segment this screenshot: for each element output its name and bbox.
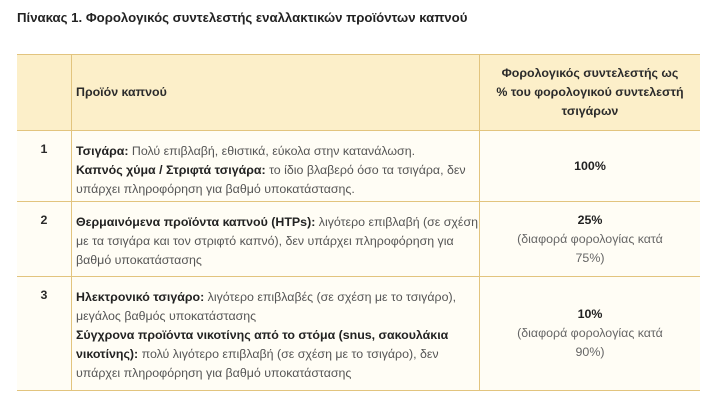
- table-row: [17, 202, 700, 277]
- row-number: 2: [40, 213, 48, 227]
- tax-rate-value: 100%: [574, 158, 606, 173]
- table-row: [17, 277, 700, 391]
- product-description: λιγότερο επιβλαβή (σε σχέση με τα τσιγάρα και τον στριφτό καπνό), δεν υπάρχει πληροφόρηση για βαθμό υποκατάστασης: [76, 215, 478, 267]
- header-tax-rate-label: Φορολογικός συντελεστής ως % του φορολογικού συντελεστή τσιγάρων: [496, 66, 684, 118]
- product-description: λιγότερο επιβλαβές (σε σχέση με το τσιγάρο), μεγάλος βαθμός υποκατάστασης: [76, 290, 457, 323]
- table-row: [17, 131, 700, 202]
- tax-rate-value: 25%: [577, 212, 603, 227]
- product-name: Σύγχρονα προϊόντα νικοτίνης από το στόμα (snus, σακουλάκια νικοτίνης):: [76, 328, 449, 361]
- row-tax-rate: [479, 277, 700, 390]
- row-tax-rate: [479, 202, 700, 276]
- product-description: το ίδιο βλαβερό όσο τα τσιγάρα, δεν υπάρχει πληροφόρηση για βαθμό υποκατάστασης.: [76, 163, 466, 196]
- row-description: [71, 202, 479, 276]
- row-description: [71, 277, 479, 390]
- tax-rate-table: [17, 54, 700, 391]
- tax-rate-note: (διαφορά φορολογίας κατά 75%): [517, 231, 663, 265]
- header-cell-tax-rate: [479, 55, 700, 130]
- product-name: Καπνός χύμα / Στριφτά τσιγάρα:: [76, 163, 266, 177]
- table-header-row: [17, 54, 700, 131]
- table-title: Πίνακας 1. Φορολογικός συντελεστής εναλλακτικών προϊόντων καπνού: [17, 10, 468, 25]
- row-description: [71, 131, 479, 201]
- row-tax-rate: [479, 131, 700, 201]
- row-number: 3: [40, 288, 48, 302]
- product-description: Πολύ επιβλαβή, εθιστικά, εύκολα στην κατανάλωση.: [128, 144, 416, 158]
- header-product-label: Προϊόν καπνού: [76, 85, 167, 99]
- product-description: πολύ λιγότερο επιβλαβή (σε σχέση με το τσιγάρο), δεν υπάρχει πληροφόρηση για βαθμό υποκατάστασης: [76, 347, 439, 380]
- product-name: Τσιγάρα:: [76, 144, 129, 158]
- product-name: Ηλεκτρονικό τσιγάρο:: [76, 290, 205, 304]
- header-cell-number: [17, 55, 71, 130]
- row-number: 1: [40, 142, 48, 156]
- tax-rate-value: 10%: [577, 307, 603, 321]
- tax-rate-note: (διαφορά φορολογίας κατά 90%): [517, 326, 663, 359]
- product-name: Θερμαινόμενα προϊόντα καπνού (HTPs):: [76, 215, 316, 229]
- header-cell-product: [71, 55, 479, 130]
